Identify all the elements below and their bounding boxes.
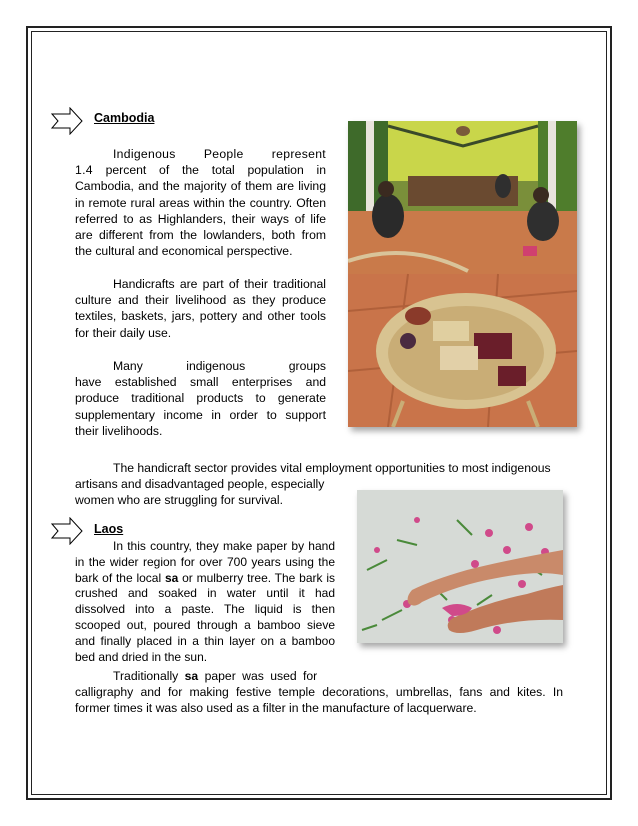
cambodia-p3-indent: Many indigenous groups have xyxy=(75,359,326,390)
laos-p2-a: Traditionally xyxy=(113,669,185,683)
laos-paper-making-photo xyxy=(357,490,563,643)
cambodia-heading: Cambodia xyxy=(94,111,155,125)
laos-p2-bold: sa xyxy=(184,669,199,683)
laos-paragraph-2-line-3: former times it was also used as a filter in the manufacture of lacquerware. xyxy=(75,701,477,715)
laos-paragraph-2-line-1 xyxy=(113,668,317,684)
laos-p1-bold: sa xyxy=(164,570,179,585)
laos-paragraph-1 xyxy=(75,539,335,665)
cambodia-paragraph-4-line-1: The handicraft sector provides vital employment opportunities to most indigenous xyxy=(113,461,551,475)
cambodia-paragraph-2 xyxy=(75,276,326,341)
laos-paragraph-2-line-2: calligraphy and for making festive temple decorations, umbrellas, fans and kites. In xyxy=(75,685,563,699)
arrow-icon xyxy=(51,107,83,135)
cambodia-handicraft-photo xyxy=(348,121,577,427)
cambodia-p2-indent: Handicrafts are part of their traditional xyxy=(113,277,326,291)
cambodia-paragraph-4-line-3: women who are struggling for survival. xyxy=(75,493,283,507)
cambodia-paragraph-1 xyxy=(75,146,326,259)
laos-p2-b: paper was used for xyxy=(198,669,318,683)
laos-heading: Laos xyxy=(94,522,124,536)
cambodia-p2-rest: culture and their livelihood as they produce textiles, baskets, jars, pottery and other tools for their daily use. xyxy=(75,293,326,340)
cambodia-p3-rest: established small enterprises and produce traditional products to generate supplementary income in order to support their livelihoods. xyxy=(75,375,326,438)
cambodia-p1-indent: Indigenous People represent 1.4 xyxy=(75,147,326,178)
cambodia-paragraph-3 xyxy=(75,358,326,439)
cambodia-p1-rest: percent of the total population in Cambodia, and the majority of them are living in remote rural areas within the country. Often referred to as Highlanders, their ways of life are different from the lowlanders, both from the cultural and economical perspective. xyxy=(75,163,326,259)
cambodia-paragraph-4-line-2: artisans and disadvantaged people, especially xyxy=(75,477,325,491)
laos-p1-a: hand in the wider region for over 700 years using the bark of the local xyxy=(75,539,335,585)
laos-p1-b: or mulberry tree. The bark is crushed and soaked in water until it had dissolved into a paste. The liquid is then scooped out, poured through a bamboo sieve and finally placed in a thin layer on a bamboo bed and dried in the sun. xyxy=(75,570,335,664)
laos-p1-indent: In this country, they make paper by xyxy=(113,539,305,553)
